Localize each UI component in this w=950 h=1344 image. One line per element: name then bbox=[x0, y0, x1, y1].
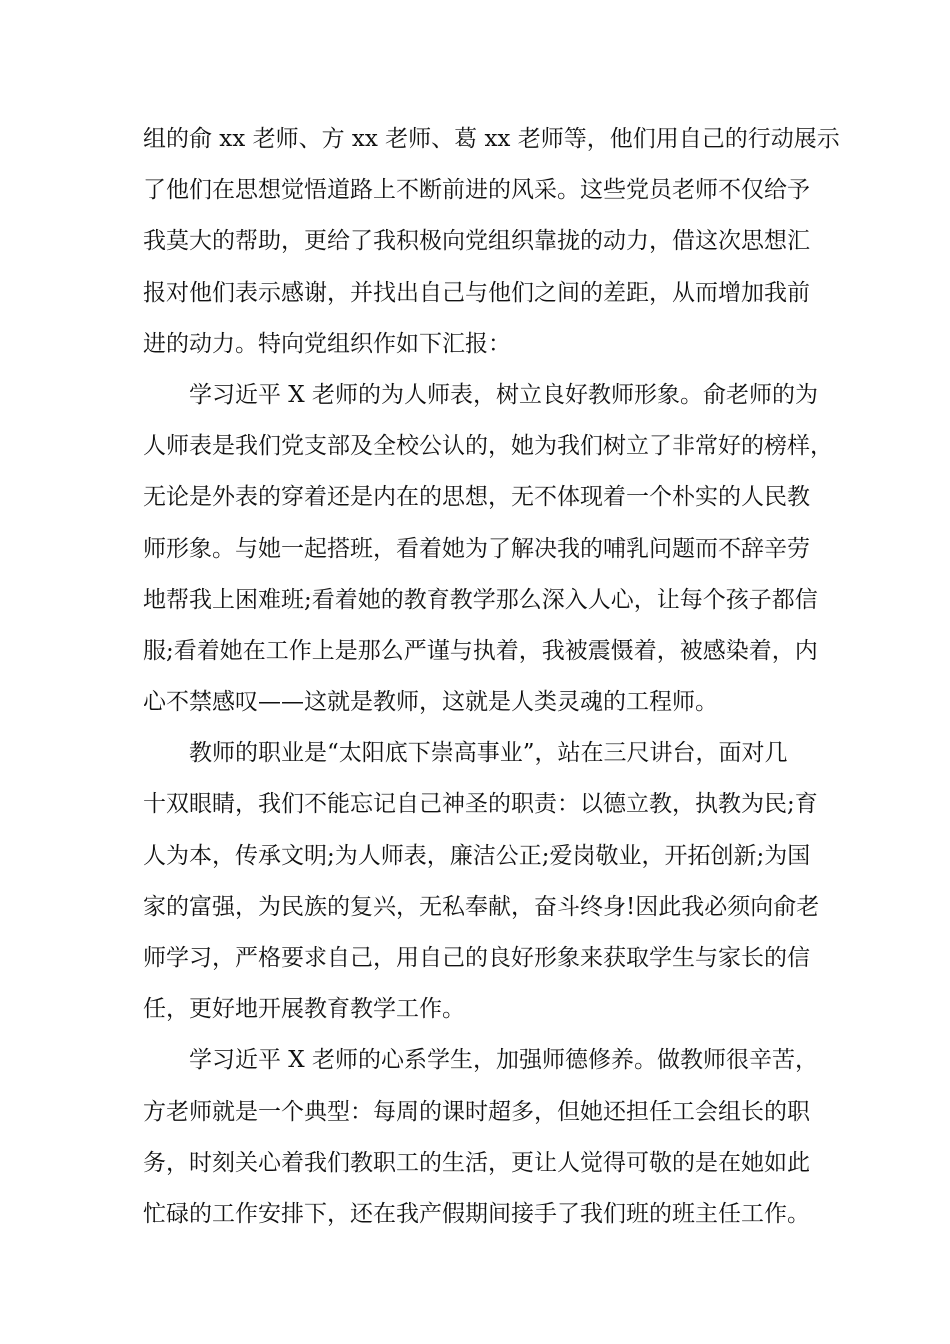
text-line: 十双眼睛，我们不能忘记自己神圣的职责：以德立教，执教为民;育 bbox=[143, 791, 818, 818]
text-line: 地帮我上困难班;看着她的教育教学那么深入人心，让每个孩子都信 bbox=[143, 586, 818, 613]
text-line: 组的俞 xx 老师、方 xx 老师、葛 xx 老师等，他们用自己的行动展示 bbox=[143, 126, 840, 152]
text-line: 师形象。与她一起搭班，看着她为了解决我的哺乳问题而不辞辛劳 bbox=[143, 535, 810, 562]
text-line: 报对他们表示感谢，并找出自己与他们之间的差距，从而增加我前 bbox=[143, 279, 810, 306]
text-line: 了他们在思想觉悟道路上不断前进的风采。这些党员老师不仅给予 bbox=[143, 177, 810, 204]
text-line: 心不禁感叹——这就是教师，这就是人类灵魂的工程师。 bbox=[143, 689, 718, 716]
text-line: 方老师就是一个典型：每周的课时超多，但她还担任工会组长的职 bbox=[143, 1098, 810, 1125]
text-line: 忙碌的工作安排下，还在我产假期间接手了我们班的班主任工作。 bbox=[143, 1200, 810, 1227]
text-line: 师学习，严格要求自己，用自己的良好形象来获取学生与家长的信 bbox=[143, 945, 810, 971]
text-line: 人师表是我们党支部及全校公认的，她为我们树立了非常好的榜样， bbox=[143, 433, 833, 460]
paragraph-first-line: 学习近平 X 老师的心系学生，加强师德修养。做教师很辛苦， bbox=[189, 1047, 818, 1074]
text-line: 务，时刻关心着我们教职工的生活，更让人觉得可敬的是在她如此 bbox=[143, 1149, 810, 1176]
text-line: 家的富强，为民族的复兴，无私奉献，奋斗终身!因此我必须向俞老 bbox=[143, 893, 820, 920]
paragraph-first-line: 学习近平 X 老师的为人师表，树立良好教师形象。俞老师的为 bbox=[189, 381, 818, 408]
text-line: 无论是外表的穿着还是内在的思想，无不体现着一个朴实的人民教 bbox=[143, 484, 810, 511]
text-line: 进的动力。特向党组织作如下汇报： bbox=[143, 330, 511, 357]
paragraph-first-line: 教师的职业是“太阳底下崇高事业”，站在三尺讲台，面对几 bbox=[189, 740, 788, 767]
text-line: 人为本，传承文明;为人师表，廉洁公正;爱岗敬业，开拓创新;为国 bbox=[143, 842, 811, 869]
text-line: 服;看着她在工作上是那么严谨与执着，我被震慑着，被感染着，内 bbox=[143, 637, 818, 664]
text-line: 任，更好地开展教育教学工作。 bbox=[143, 996, 465, 1023]
document-body bbox=[143, 114, 840, 1240]
text-line: 我莫大的帮助，更给了我积极向党组织靠拢的动力，借这次思想汇 bbox=[143, 228, 810, 255]
